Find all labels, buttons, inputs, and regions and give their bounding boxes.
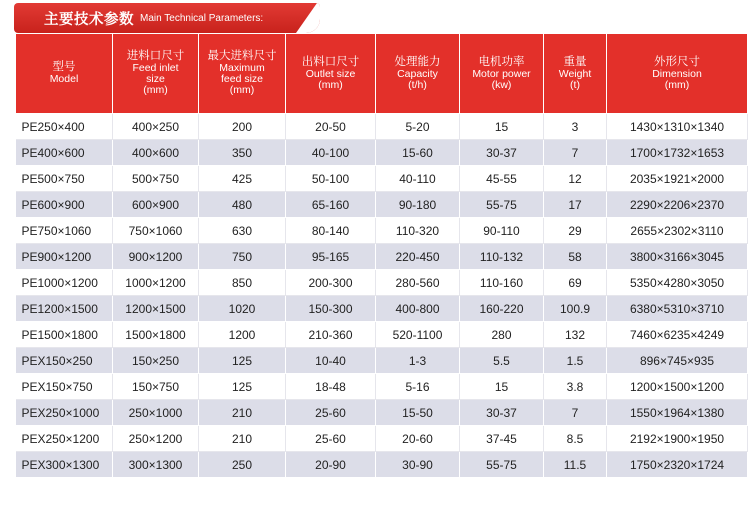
table-cell: 1000×1200 xyxy=(113,270,199,296)
table-cell: 125 xyxy=(199,348,286,374)
model-cell: PE1000×1200 xyxy=(16,270,113,296)
table-cell: 65-160 xyxy=(286,192,376,218)
table-cell: 1700×1732×1653 xyxy=(607,140,748,166)
table-cell: 5-16 xyxy=(376,374,460,400)
table-cell: 30-37 xyxy=(460,140,544,166)
table-cell: 25-60 xyxy=(286,400,376,426)
table-cell: 750 xyxy=(199,244,286,270)
table-cell: 1-3 xyxy=(376,348,460,374)
column-header-en: Feed inlet xyxy=(132,62,179,74)
table-cell: 125 xyxy=(199,374,286,400)
model-cell: PE400×600 xyxy=(16,140,113,166)
table-cell: 900×1200 xyxy=(113,244,199,270)
table-cell: 150-300 xyxy=(286,296,376,322)
column-header-en: (t) xyxy=(570,78,580,91)
banner-slant-decoration xyxy=(296,3,320,33)
table-row xyxy=(16,400,748,426)
table-cell: 250 xyxy=(199,452,286,478)
table-row xyxy=(16,270,748,296)
banner-title-en: Main Technical Parameters: xyxy=(140,12,264,24)
table-cell: 600×900 xyxy=(113,192,199,218)
table-cell: 1200 xyxy=(199,322,286,348)
table-cell: 1430×1310×1340 xyxy=(607,114,748,140)
table-body xyxy=(16,114,748,478)
table-cell: 7460×6235×4249 xyxy=(607,322,748,348)
model-cell: PEX150×250 xyxy=(16,348,113,374)
table-cell: 210-360 xyxy=(286,322,376,348)
table-cell: 20-60 xyxy=(376,426,460,452)
table-cell: 480 xyxy=(199,192,286,218)
table-cell: 20-50 xyxy=(286,114,376,140)
column-header-en: (t/h) xyxy=(408,78,427,91)
table-header xyxy=(16,34,748,114)
table-cell: 630 xyxy=(199,218,286,244)
table-cell: 5.5 xyxy=(460,348,544,374)
table-cell: 6380×5310×3710 xyxy=(607,296,748,322)
table-cell: 110-320 xyxy=(376,218,460,244)
table-cell: 1500×1800 xyxy=(113,322,199,348)
table-row xyxy=(16,426,748,452)
column-header-zh: 处理能力 xyxy=(394,55,441,68)
table-cell: 30-90 xyxy=(376,452,460,478)
table-cell: 90-180 xyxy=(376,192,460,218)
header-row xyxy=(16,34,748,114)
table-cell: 400×250 xyxy=(113,114,199,140)
table-cell: 20-90 xyxy=(286,452,376,478)
table-cell: 37-45 xyxy=(460,426,544,452)
model-cell: PEX250×1200 xyxy=(16,426,113,452)
table-cell: 69 xyxy=(544,270,607,296)
table-cell: 5350×4280×3050 xyxy=(607,270,748,296)
table-cell: 1200×1500 xyxy=(113,296,199,322)
table-row xyxy=(16,452,748,478)
table-cell: 15-60 xyxy=(376,140,460,166)
table-row xyxy=(16,244,748,270)
table-cell: 250×1000 xyxy=(113,400,199,426)
column-header-en: Capacity xyxy=(397,67,438,80)
table-row xyxy=(16,374,748,400)
table-cell: 3 xyxy=(544,114,607,140)
table-cell: 100.9 xyxy=(544,296,607,322)
table-cell: 95-165 xyxy=(286,244,376,270)
table-cell: 110-132 xyxy=(460,244,544,270)
table-cell: 10-40 xyxy=(286,348,376,374)
table-cell: 12 xyxy=(544,166,607,192)
table-cell: 300×1300 xyxy=(113,452,199,478)
column-header-zh: 电机功率 xyxy=(478,55,525,68)
table-cell: 2192×1900×1950 xyxy=(607,426,748,452)
table-cell: 400-800 xyxy=(376,296,460,322)
column-header xyxy=(199,34,286,114)
column-header-en: Model xyxy=(49,73,79,85)
table-cell: 200 xyxy=(199,114,286,140)
table-row xyxy=(16,114,748,140)
table-cell: 29 xyxy=(544,218,607,244)
column-header-en: (mm) xyxy=(664,78,690,91)
table-cell: 8.5 xyxy=(544,426,607,452)
table-cell: 1.5 xyxy=(544,348,607,374)
table-cell: 45-55 xyxy=(460,166,544,192)
table-cell: 7 xyxy=(544,140,607,166)
table-cell: 3.8 xyxy=(544,374,607,400)
column-header-en: Weight xyxy=(558,67,592,80)
column-header-zh: 重量 xyxy=(563,55,587,68)
table-cell: 80-140 xyxy=(286,218,376,244)
column-header-zh: 外形尺寸 xyxy=(654,55,700,68)
table-row xyxy=(16,218,748,244)
model-cell: PE900×1200 xyxy=(16,244,113,270)
column-header xyxy=(376,34,460,114)
table-cell: 30-37 xyxy=(460,400,544,426)
model-cell: PE750×1060 xyxy=(16,218,113,244)
table-cell: 110-160 xyxy=(460,270,544,296)
table-cell: 55-75 xyxy=(460,452,544,478)
table-cell: 850 xyxy=(199,270,286,296)
table-cell: 7 xyxy=(544,400,607,426)
table-cell: 2290×2206×2370 xyxy=(607,192,748,218)
table-cell: 210 xyxy=(199,400,286,426)
column-header-en: (mm) xyxy=(143,84,168,96)
table-cell: 17 xyxy=(544,192,607,218)
column-header xyxy=(113,34,199,114)
table-cell: 2655×2302×3110 xyxy=(607,218,748,244)
column-header-zh: 进料口尺寸 xyxy=(126,50,185,62)
column-header xyxy=(607,34,748,114)
table-cell: 11.5 xyxy=(544,452,607,478)
table-row xyxy=(16,322,748,348)
table-cell: 500×750 xyxy=(113,166,199,192)
model-cell: PE1500×1800 xyxy=(16,322,113,348)
table-cell: 15-50 xyxy=(376,400,460,426)
table-cell: 150×250 xyxy=(113,348,199,374)
column-header-en: (mm) xyxy=(229,84,255,96)
column-header-en: (mm) xyxy=(318,78,343,91)
table-cell: 750×1060 xyxy=(113,218,199,244)
table-cell: 50-100 xyxy=(286,166,376,192)
table-cell: 520-1100 xyxy=(376,322,460,348)
model-cell: PEX150×750 xyxy=(16,374,113,400)
table-cell: 400×600 xyxy=(113,140,199,166)
table-row xyxy=(16,296,748,322)
table-cell: 2035×1921×2000 xyxy=(607,166,748,192)
table-cell: 1200×1500×1200 xyxy=(607,374,748,400)
column-header-en: Dimension xyxy=(652,67,702,80)
table-cell: 40-100 xyxy=(286,140,376,166)
column-header-en: Motor power xyxy=(472,67,531,80)
column-header xyxy=(16,34,113,114)
table-cell: 280 xyxy=(460,322,544,348)
technical-parameters-table xyxy=(15,33,748,478)
column-header-en: size xyxy=(146,73,165,85)
column-header-en: (kw) xyxy=(491,78,512,91)
column-header xyxy=(460,34,544,114)
table-cell: 3800×3166×3045 xyxy=(607,244,748,270)
model-cell: PE500×750 xyxy=(16,166,113,192)
model-cell: PE1200×1500 xyxy=(16,296,113,322)
table-cell: 160-220 xyxy=(460,296,544,322)
column-header-en: Maximum xyxy=(219,62,265,74)
table-row xyxy=(16,166,748,192)
table-cell: 250×1200 xyxy=(113,426,199,452)
model-cell: PEX300×1300 xyxy=(16,452,113,478)
table-cell: 15 xyxy=(460,114,544,140)
column-header xyxy=(286,34,376,114)
table-cell: 425 xyxy=(199,166,286,192)
table-cell: 40-110 xyxy=(376,166,460,192)
table-cell: 200-300 xyxy=(286,270,376,296)
table-row xyxy=(16,140,748,166)
column-header xyxy=(544,34,607,114)
table-cell: 132 xyxy=(544,322,607,348)
table-cell: 25-60 xyxy=(286,426,376,452)
column-header-zh: 型号 xyxy=(52,61,76,73)
table-cell: 1750×2320×1724 xyxy=(607,452,748,478)
model-cell: PEX250×1000 xyxy=(16,400,113,426)
table-row xyxy=(16,348,748,374)
table-cell: 210 xyxy=(199,426,286,452)
table-cell: 150×750 xyxy=(113,374,199,400)
model-cell: PE250×400 xyxy=(16,114,113,140)
banner-title-cn: 主要技术参数 xyxy=(44,11,134,28)
column-header-en: Outlet size xyxy=(305,67,356,80)
column-header-zh: 最大进料尺寸 xyxy=(207,50,277,62)
column-header-en: feed size xyxy=(220,73,264,85)
section-banner xyxy=(14,3,320,33)
table-cell: 55-75 xyxy=(460,192,544,218)
table-cell: 350 xyxy=(199,140,286,166)
table-cell: 1550×1964×1380 xyxy=(607,400,748,426)
table-cell: 1020 xyxy=(199,296,286,322)
table-row xyxy=(16,192,748,218)
table-cell: 15 xyxy=(460,374,544,400)
table-cell: 5-20 xyxy=(376,114,460,140)
table-cell: 18-48 xyxy=(286,374,376,400)
column-header-zh: 出料口尺寸 xyxy=(301,55,360,68)
table-cell: 58 xyxy=(544,244,607,270)
table-cell: 896×745×935 xyxy=(607,348,748,374)
table-cell: 220-450 xyxy=(376,244,460,270)
table-cell: 90-110 xyxy=(460,218,544,244)
model-cell: PE600×900 xyxy=(16,192,113,218)
table-cell: 280-560 xyxy=(376,270,460,296)
